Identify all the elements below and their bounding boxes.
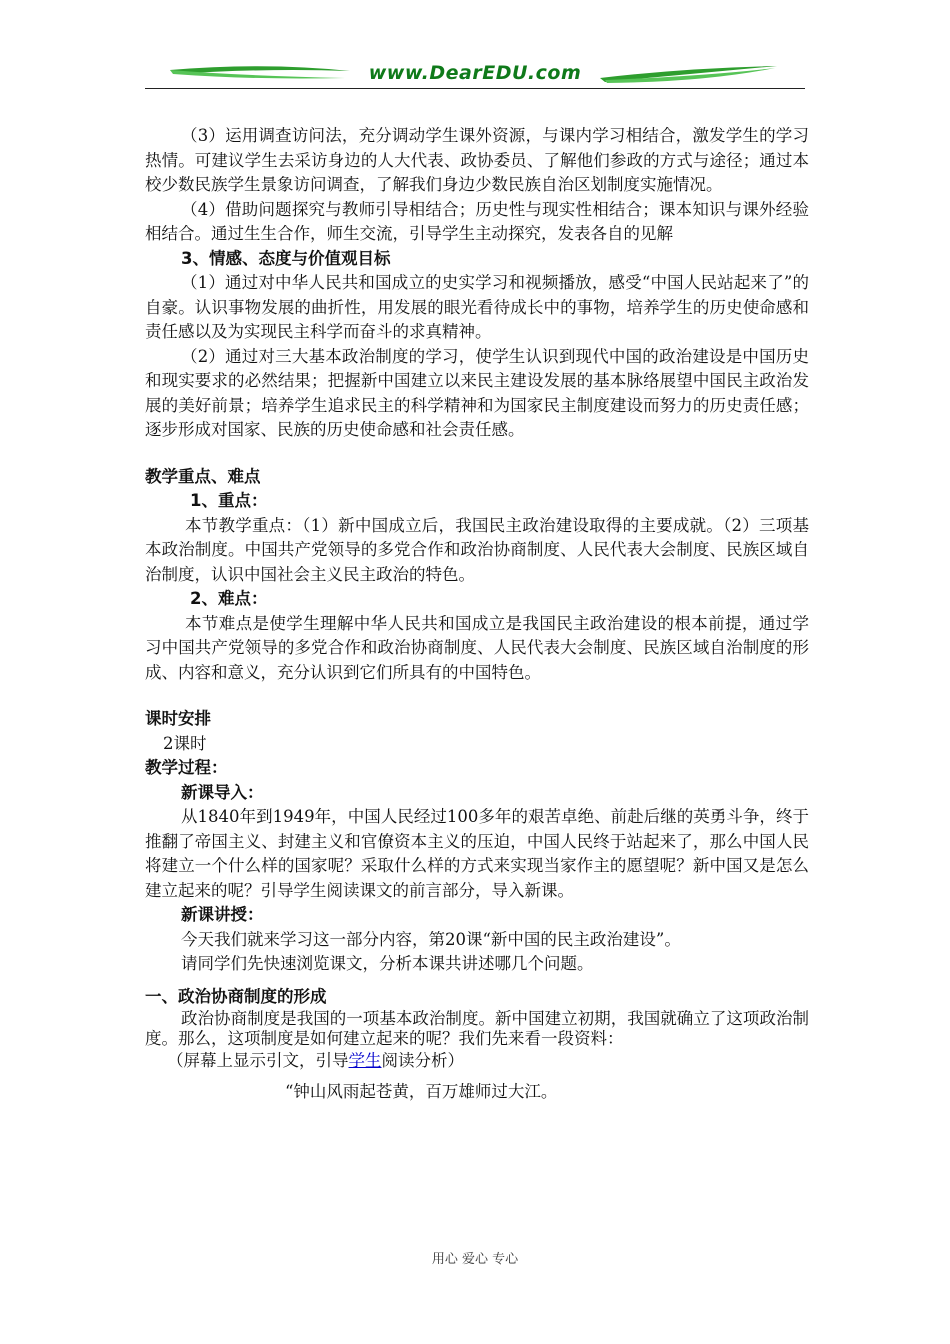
paragraph: 本节难点是使学生理解中华人民共和国成立是我国民主政治建设的根本前提，通过学习中国共产党领导的多党合作和政治协商制度、人民代表大会制度、民族区域自治制度的形成、内容和意义，充分认识到它们所具有的中国特色。	[145, 613, 809, 682]
paragraph: （1）通过对中华人民共和国成立的史实学习和视频播放，感受“中国人民站起来了”的自豪。认识事物发展的曲折性，用发展的眼光看待成长中的事物，培养学生的历史使命感和责任感以及为实现民主科学而奋斗的求真精神。	[145, 273, 809, 341]
site-logo[interactable]: www.DearEDU.com	[368, 62, 582, 84]
paragraph: （3）运用调查访问法，充分调动学生课外资源，与课内学习相结合，激发学生的学习热情。可建议学生去采访身边的人大代表、政协委员、了解他们参政的方式与途径；通过本校少数民族学生景象访问调查，了解我们身边少数民族自治区划制度实施情况。	[145, 126, 809, 194]
paragraph: 请同学们先快速浏览课文，分析本课共讲述哪几个问题。	[181, 954, 594, 973]
header-banner	[145, 58, 805, 90]
subsection-heading: 新课讲授：	[181, 905, 264, 924]
paragraph: 政治协商制度是我国的一项基本政治制度。新中国建立初期，我国就确立了这项政治制度。那么，这项制度是如何建立起来的呢？我们先来看一段资料：	[145, 1009, 809, 1048]
subsection-heading: 新课导入：	[181, 782, 264, 802]
header-divider	[145, 88, 805, 89]
section-heading: 课时安排	[145, 709, 211, 728]
student-link[interactable]: 学生	[348, 1051, 382, 1070]
paragraph	[145, 1049, 809, 1074]
paragraph: （4）借助问题探究与教师引导相结合；历史性与现实性相结合；课本知识与课外经验相结合。通过生生合作，师生交流，引导学生主动探究，发表各自的见解	[145, 199, 809, 243]
quote-line: “钟山风雨起苍黄，百万雄师过大江。	[285, 1081, 558, 1101]
section-heading: 教学重点、难点	[145, 466, 261, 486]
paragraph: （2）通过对三大基本政治制度的学习，使学生认识到现代中国的政治建设是中国历史和现实要求的必然结果；把握新中国建立以来民主建设发展的基本脉络展望中国民主政治发展的美好前景；培养学生追求民主的科学精神和为国家民主制度建设而努力的历史责任感；逐步形成对国家、民族的历史使命感和社会责任感。	[145, 346, 809, 439]
paragraph: 2课时	[163, 733, 207, 753]
paragraph: 今天我们就来学习这一部分内容，第20课“新中国的民主政治建设”。	[181, 929, 681, 949]
paragraph: 本节教学重点：（1）新中国成立后，我国民主政治建设取得的主要成就。（2）三项基本政治制度。中国共产党领导的多党合作和政治协商制度、人民代表大会制度、民族区域自治制度，认识中国社会主义民主政治的特色。	[145, 515, 809, 584]
document-body	[145, 124, 809, 1104]
subsection-heading: 2、难点：	[190, 589, 268, 608]
section-heading: 3、情感、态度与价值观目标	[181, 248, 391, 268]
section-heading: 教学过程：	[145, 758, 228, 777]
text-span: 阅读分析）	[381, 1051, 464, 1070]
paragraph: 从1840年到1949年，中国人民经过100多年的艰苦卓绝、前赴后继的英勇斗争，终于推翻了帝国主义、封建主义和官僚资本主义的压迫，中国人民终于站起来了，那么中国人民将建立一个什么样的国家呢？采取什么样的方式来实现当家作主的愿望呢？新中国又是怎么建立起来的呢？引导学生阅读课文的前言部分，导入新课。	[145, 807, 809, 900]
section-heading: 一、政治协商制度的形成	[145, 986, 327, 1006]
text-span: （屏幕上显示引文，引导	[167, 1051, 349, 1070]
subsection-heading: 1、重点：	[190, 491, 268, 510]
page-footer: 用心 爱心 专心	[431, 1252, 519, 1267]
